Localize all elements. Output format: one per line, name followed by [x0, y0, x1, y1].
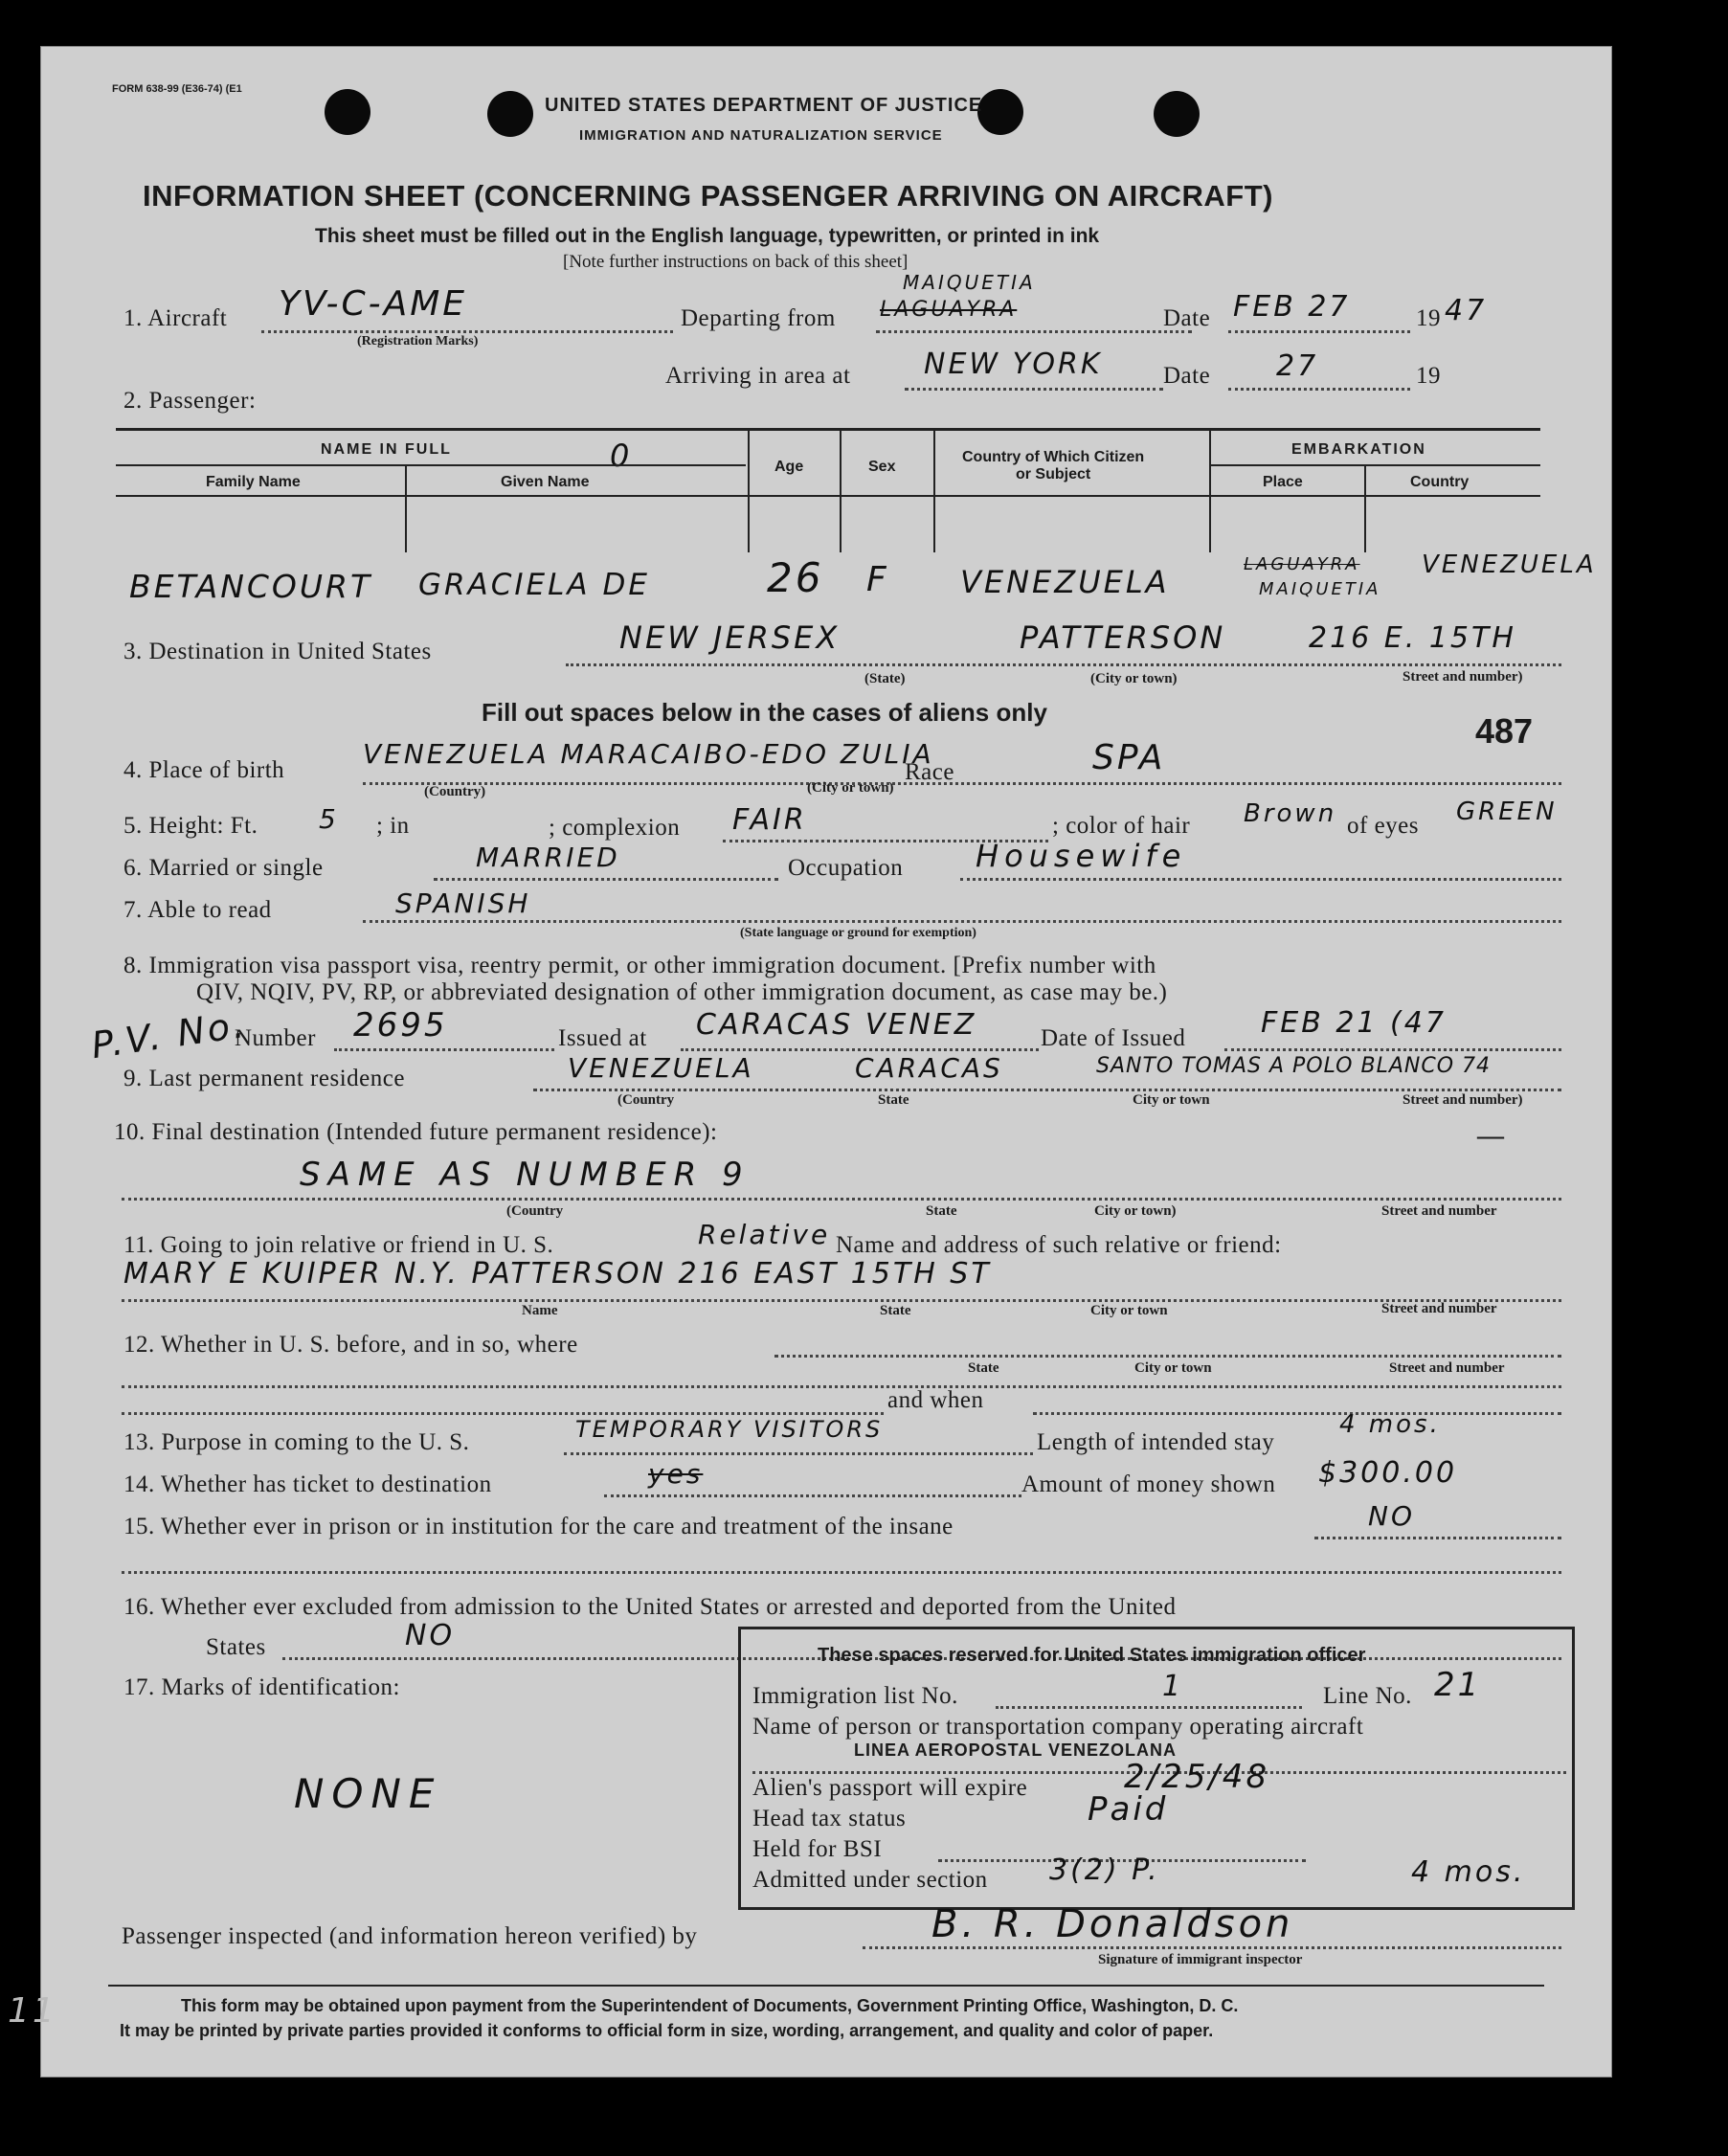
name-caption: Name — [522, 1303, 558, 1318]
prison-label: 15. Whether ever in prison or in institution for the care and treatment of the insane — [123, 1514, 954, 1539]
street-caption: Street and number) — [1403, 669, 1523, 685]
read-caption: (State language or ground for exemption) — [740, 926, 976, 940]
punch-hole — [325, 89, 370, 135]
prison-blank — [122, 1571, 1561, 1574]
margin-mark: — — [1477, 1121, 1504, 1151]
read-value: SPANISH — [395, 887, 531, 919]
state-caption: (State) — [864, 671, 906, 686]
stay-value: 4 mos. — [1339, 1410, 1441, 1439]
state-caption: State — [926, 1203, 957, 1219]
birth-place-value: VENEZUELA MARACAIBO-EDO ZULIA — [363, 738, 934, 770]
hair-label: ; color of hair — [1052, 813, 1191, 839]
admitted-section-value: 3(2) P. — [1049, 1853, 1160, 1887]
city-caption: City or town) — [1094, 1203, 1177, 1219]
final-destination-blank — [122, 1198, 1561, 1201]
residence-street: SANTO TOMAS A POLO BLANCO 74 — [1096, 1054, 1492, 1078]
registration-marks-label: (Registration Marks) — [357, 334, 479, 348]
city-caption: (City or town) — [1090, 671, 1178, 686]
inspector-label: Passenger inspected (and information hereon verified) by — [122, 1923, 698, 1949]
table-divider — [1209, 430, 1211, 552]
arrival-date: 27 — [1276, 349, 1319, 383]
header-sex: Sex — [868, 459, 896, 475]
header-country-citizen: Country of Which Citizen or Subject — [962, 449, 1145, 483]
joining-value: Relative — [698, 1219, 831, 1250]
excluded-label: 16. Whether ever excluded from admission to the United States or arrested and deported from the United — [123, 1594, 1177, 1620]
footer-line-1: This form may be obtained upon payment from the Superintendent of Documents, Government Printing Office, Washington, D. C. — [181, 1996, 1239, 2015]
departing-blank — [876, 330, 1192, 333]
header-given-name: Given Name — [501, 474, 590, 490]
ticket-value: yes — [648, 1458, 704, 1490]
issue-date-label: Date of Issued — [1041, 1025, 1186, 1051]
year-prefix: 19 — [1416, 305, 1441, 331]
header-name-in-full: NAME IN FULL — [321, 441, 452, 458]
bsi-label: Held for BSI — [752, 1836, 883, 1862]
arriving-blank — [905, 388, 1163, 391]
joining-detail: MARY E KUIPER N.Y. PATTERSON 216 EAST 15TH ST — [123, 1257, 992, 1291]
marital-blank — [434, 878, 778, 881]
prison-value: NO — [1368, 1500, 1415, 1532]
sex-value: F — [866, 560, 889, 599]
header-family-name: Family Name — [206, 474, 301, 490]
form-number: FORM 638-99 (E36-74) (E1 — [112, 83, 242, 95]
admitted-term-value: 4 mos. — [1411, 1855, 1526, 1889]
given-name-value: GRACIELA DE — [418, 568, 650, 602]
state-caption: State — [968, 1360, 999, 1376]
line-number-value: 21 — [1434, 1666, 1482, 1704]
occupation-value: Housewife — [976, 838, 1187, 874]
read-label: 7. Able to read — [123, 897, 272, 923]
complexion-value: FAIR — [732, 803, 807, 837]
margin-note: 11 — [8, 1991, 57, 2031]
money-label: Amount of money shown — [1021, 1471, 1276, 1497]
embark-place-struck: LAGUAYRA — [1244, 554, 1360, 574]
table-divider — [933, 430, 935, 552]
age-value: 26 — [767, 554, 824, 601]
state-caption: State — [880, 1303, 911, 1318]
punch-hole — [977, 89, 1023, 135]
city-caption: (City or town) — [807, 780, 894, 796]
eyes-label: of eyes — [1347, 813, 1419, 839]
aliens-heading: Fill out spaces below in the cases of aliens only — [482, 698, 1047, 727]
city-caption: City or town — [1090, 1303, 1168, 1318]
visa-prefix: P.V. No. — [88, 1002, 250, 1067]
departing-airport-struck: LAGUAYRA — [880, 298, 1018, 322]
information-sheet — [40, 46, 1612, 2077]
passport-expiry-value: 2/25/48 — [1124, 1758, 1270, 1796]
arrival-date-label: Date — [1163, 363, 1211, 389]
page-title: INFORMATION SHEET (CONCERNING PASSENGER ARRIVING ON AIRCRAFT) — [143, 179, 1273, 213]
table-divider — [840, 430, 842, 552]
birth-blank — [363, 782, 1561, 785]
arriving-area: NEW YORK — [924, 348, 1103, 381]
visa-label-line1: 8. Immigration visa passport visa, reentry permit, or other immigration document. [Prefix number with — [123, 953, 1156, 978]
country-caption: (Country) — [424, 784, 486, 799]
passenger-label: 2. Passenger: — [123, 388, 257, 414]
company-value: LINEA AEROPOSTAL VENEZOLANA — [854, 1741, 1178, 1760]
money-value: $300.00 — [1318, 1456, 1458, 1490]
punch-hole — [1154, 91, 1200, 137]
when-label: and when — [887, 1387, 984, 1413]
table-divider — [405, 464, 407, 552]
aircraft-blank — [261, 330, 673, 333]
visa-number-label: Number — [235, 1025, 316, 1051]
occupation-blank — [960, 878, 1561, 881]
department-name: UNITED STATES DEPARTMENT OF JUSTICE — [545, 95, 983, 116]
state-caption: State — [878, 1092, 909, 1108]
complexion-label: ; complexion — [549, 815, 681, 841]
height-feet-value: 5 — [319, 803, 339, 835]
ticket-blank — [604, 1494, 1021, 1497]
purpose-blank — [564, 1452, 1033, 1455]
prior-visit-blank — [774, 1355, 1561, 1358]
stay-label: Length of intended stay — [1037, 1429, 1275, 1455]
residence-country: VENEZUELA — [568, 1052, 754, 1084]
marks-value: NONE — [294, 1770, 442, 1817]
passport-expiry-label: Alien's passport will expire — [752, 1775, 1028, 1801]
country-caption: (Country — [617, 1092, 675, 1108]
when-blank — [1033, 1412, 1561, 1415]
final-destination-value: SAME AS NUMBER 9 — [300, 1156, 751, 1194]
form-note: [Note further instructions on back of this sheet] — [563, 252, 909, 272]
departing-label: Departing from — [681, 305, 836, 331]
residence-label: 9. Last permanent residence — [123, 1066, 405, 1091]
departure-date: FEB 27 — [1233, 290, 1351, 324]
issue-date-value: FEB 21 (47 — [1261, 1006, 1447, 1040]
name-header-rule — [116, 464, 746, 466]
race-value: SPA — [1092, 738, 1166, 777]
city-caption: City or town — [1134, 1360, 1212, 1376]
marital-value: MARRIED — [476, 842, 620, 873]
issued-at-value: CARACAS VENEZ — [696, 1008, 977, 1042]
header-embarkation: EMBARKATION — [1291, 441, 1426, 458]
departure-year: 47 — [1445, 294, 1488, 327]
date-blank — [1228, 330, 1410, 333]
purpose-label: 13. Purpose in coming to the U. S. — [123, 1429, 470, 1455]
arrival-year-prefix: 19 — [1416, 363, 1441, 389]
prison-blank — [1314, 1537, 1561, 1539]
excluded-label-2: States — [206, 1634, 266, 1660]
family-name-value: BETANCOURT — [129, 568, 373, 605]
joining-label-2: Name and address of such relative or friend: — [836, 1232, 1282, 1258]
visa-number-blank — [334, 1048, 554, 1051]
issued-at-label: Issued at — [558, 1025, 647, 1051]
embark-country-value: VENEZUELA — [1422, 550, 1597, 579]
residence-blank — [533, 1089, 1561, 1091]
arriving-label: Arriving in area at — [665, 363, 851, 389]
street-caption: Street and number — [1381, 1301, 1497, 1316]
inspector-blank — [863, 1946, 1561, 1949]
signature-caption: Signature of immigrant inspector — [1098, 1952, 1303, 1967]
head-tax-value: Paid — [1088, 1790, 1169, 1829]
destination-city: PATTERSON — [1020, 619, 1226, 656]
destination-street: 216 E. 15TH — [1309, 621, 1516, 655]
admitted-section-label: Admitted under section — [752, 1867, 988, 1893]
sheet-number: 487 — [1475, 711, 1534, 751]
eyes-value: GREEN — [1456, 797, 1558, 826]
form-instruction: This sheet must be filled out in the English language, typewritten, or printed in ink — [315, 225, 1100, 247]
height-label: 5. Height: Ft. — [123, 813, 258, 839]
header-age: Age — [774, 459, 804, 475]
table-top-rule — [116, 428, 1540, 431]
destination-label: 3. Destination in United States — [123, 639, 432, 664]
visa-label-line2: QIV, NQIV, PV, RP, or abbreviated designation of other immigration document, as case may be.) — [196, 979, 1168, 1005]
when-blank — [122, 1412, 884, 1415]
marks-label: 17. Marks of identification: — [123, 1674, 400, 1700]
table-divider — [748, 430, 750, 552]
footer-line-2: It may be printed by private parties provided it conforms to official form in size, wording, arrangement, and quality and color of paper. — [120, 2021, 1214, 2040]
purpose-value: TEMPORARY VISITORS — [575, 1416, 884, 1443]
read-blank — [363, 920, 1561, 923]
head-tax-label: Head tax status — [752, 1806, 907, 1831]
final-destination-label: 10. Final destination (Intended future permanent residence): — [114, 1119, 718, 1145]
embark-header-rule — [1209, 464, 1540, 466]
marital-label: 6. Married or single — [123, 855, 324, 881]
list-number-label: Immigration list No. — [752, 1683, 958, 1709]
footer-rule — [108, 1985, 1544, 1987]
aircraft-label: 1. Aircraft — [123, 305, 228, 331]
passenger-mark: 0 — [610, 438, 633, 474]
street-caption: Street and number — [1389, 1360, 1505, 1376]
joining-label: 11. Going to join relative or friend in U. S. — [123, 1232, 554, 1258]
table-header-bottom-rule — [116, 495, 1540, 497]
list-number-value: 1 — [1162, 1670, 1184, 1703]
city-caption: City or town — [1133, 1092, 1210, 1108]
officer-box-heading: These spaces reserved for United States immigration officer — [818, 1645, 1366, 1666]
header-place: Place — [1263, 474, 1303, 490]
joining-blank — [122, 1299, 1561, 1302]
header-country: Country — [1410, 474, 1470, 490]
hair-value: Brown — [1244, 799, 1337, 828]
embark-place-value: MAIQUETIA — [1259, 579, 1381, 599]
residence-state: CARACAS — [855, 1052, 1003, 1084]
line-number-label: Line No. — [1323, 1683, 1412, 1709]
birth-label: 4. Place of birth — [123, 757, 285, 783]
occupation-label: Occupation — [788, 855, 904, 881]
service-name: IMMIGRATION AND NATURALIZATION SERVICE — [579, 127, 943, 144]
company-label: Name of person or transportation company operating aircraft — [752, 1714, 1364, 1740]
street-caption: Street and number — [1381, 1203, 1497, 1219]
destination-blank — [566, 663, 1561, 666]
officer-box — [738, 1627, 1575, 1910]
list-number-blank — [996, 1706, 1302, 1709]
table-divider — [1364, 464, 1366, 552]
aircraft-registration: YV-C-AME — [279, 284, 468, 324]
prior-visit-label: 12. Whether in U. S. before, and in so, where — [123, 1332, 578, 1358]
departure-date-label: Date — [1163, 305, 1211, 331]
inspector-signature: B. R. Donaldson — [931, 1902, 1294, 1946]
inches-label: ; in — [376, 813, 410, 839]
arrival-date-blank — [1228, 388, 1410, 391]
race-label: Race — [905, 759, 954, 785]
visa-number-value: 2695 — [353, 1006, 448, 1044]
citizenship-value: VENEZUELA — [960, 564, 1170, 600]
ticket-label: 14. Whether has ticket to destination — [123, 1471, 492, 1497]
prior-visit-blank — [122, 1385, 1561, 1388]
issued-at-blank — [681, 1048, 1039, 1051]
destination-state: NEW JERSEX — [619, 619, 841, 656]
country-caption: (Country — [506, 1203, 564, 1219]
street-caption: Street and number) — [1403, 1092, 1523, 1108]
issue-date-blank — [1224, 1048, 1561, 1051]
punch-hole — [487, 91, 533, 137]
excluded-value: NO — [405, 1619, 456, 1652]
departing-airport: MAIQUETIA — [903, 271, 1036, 294]
